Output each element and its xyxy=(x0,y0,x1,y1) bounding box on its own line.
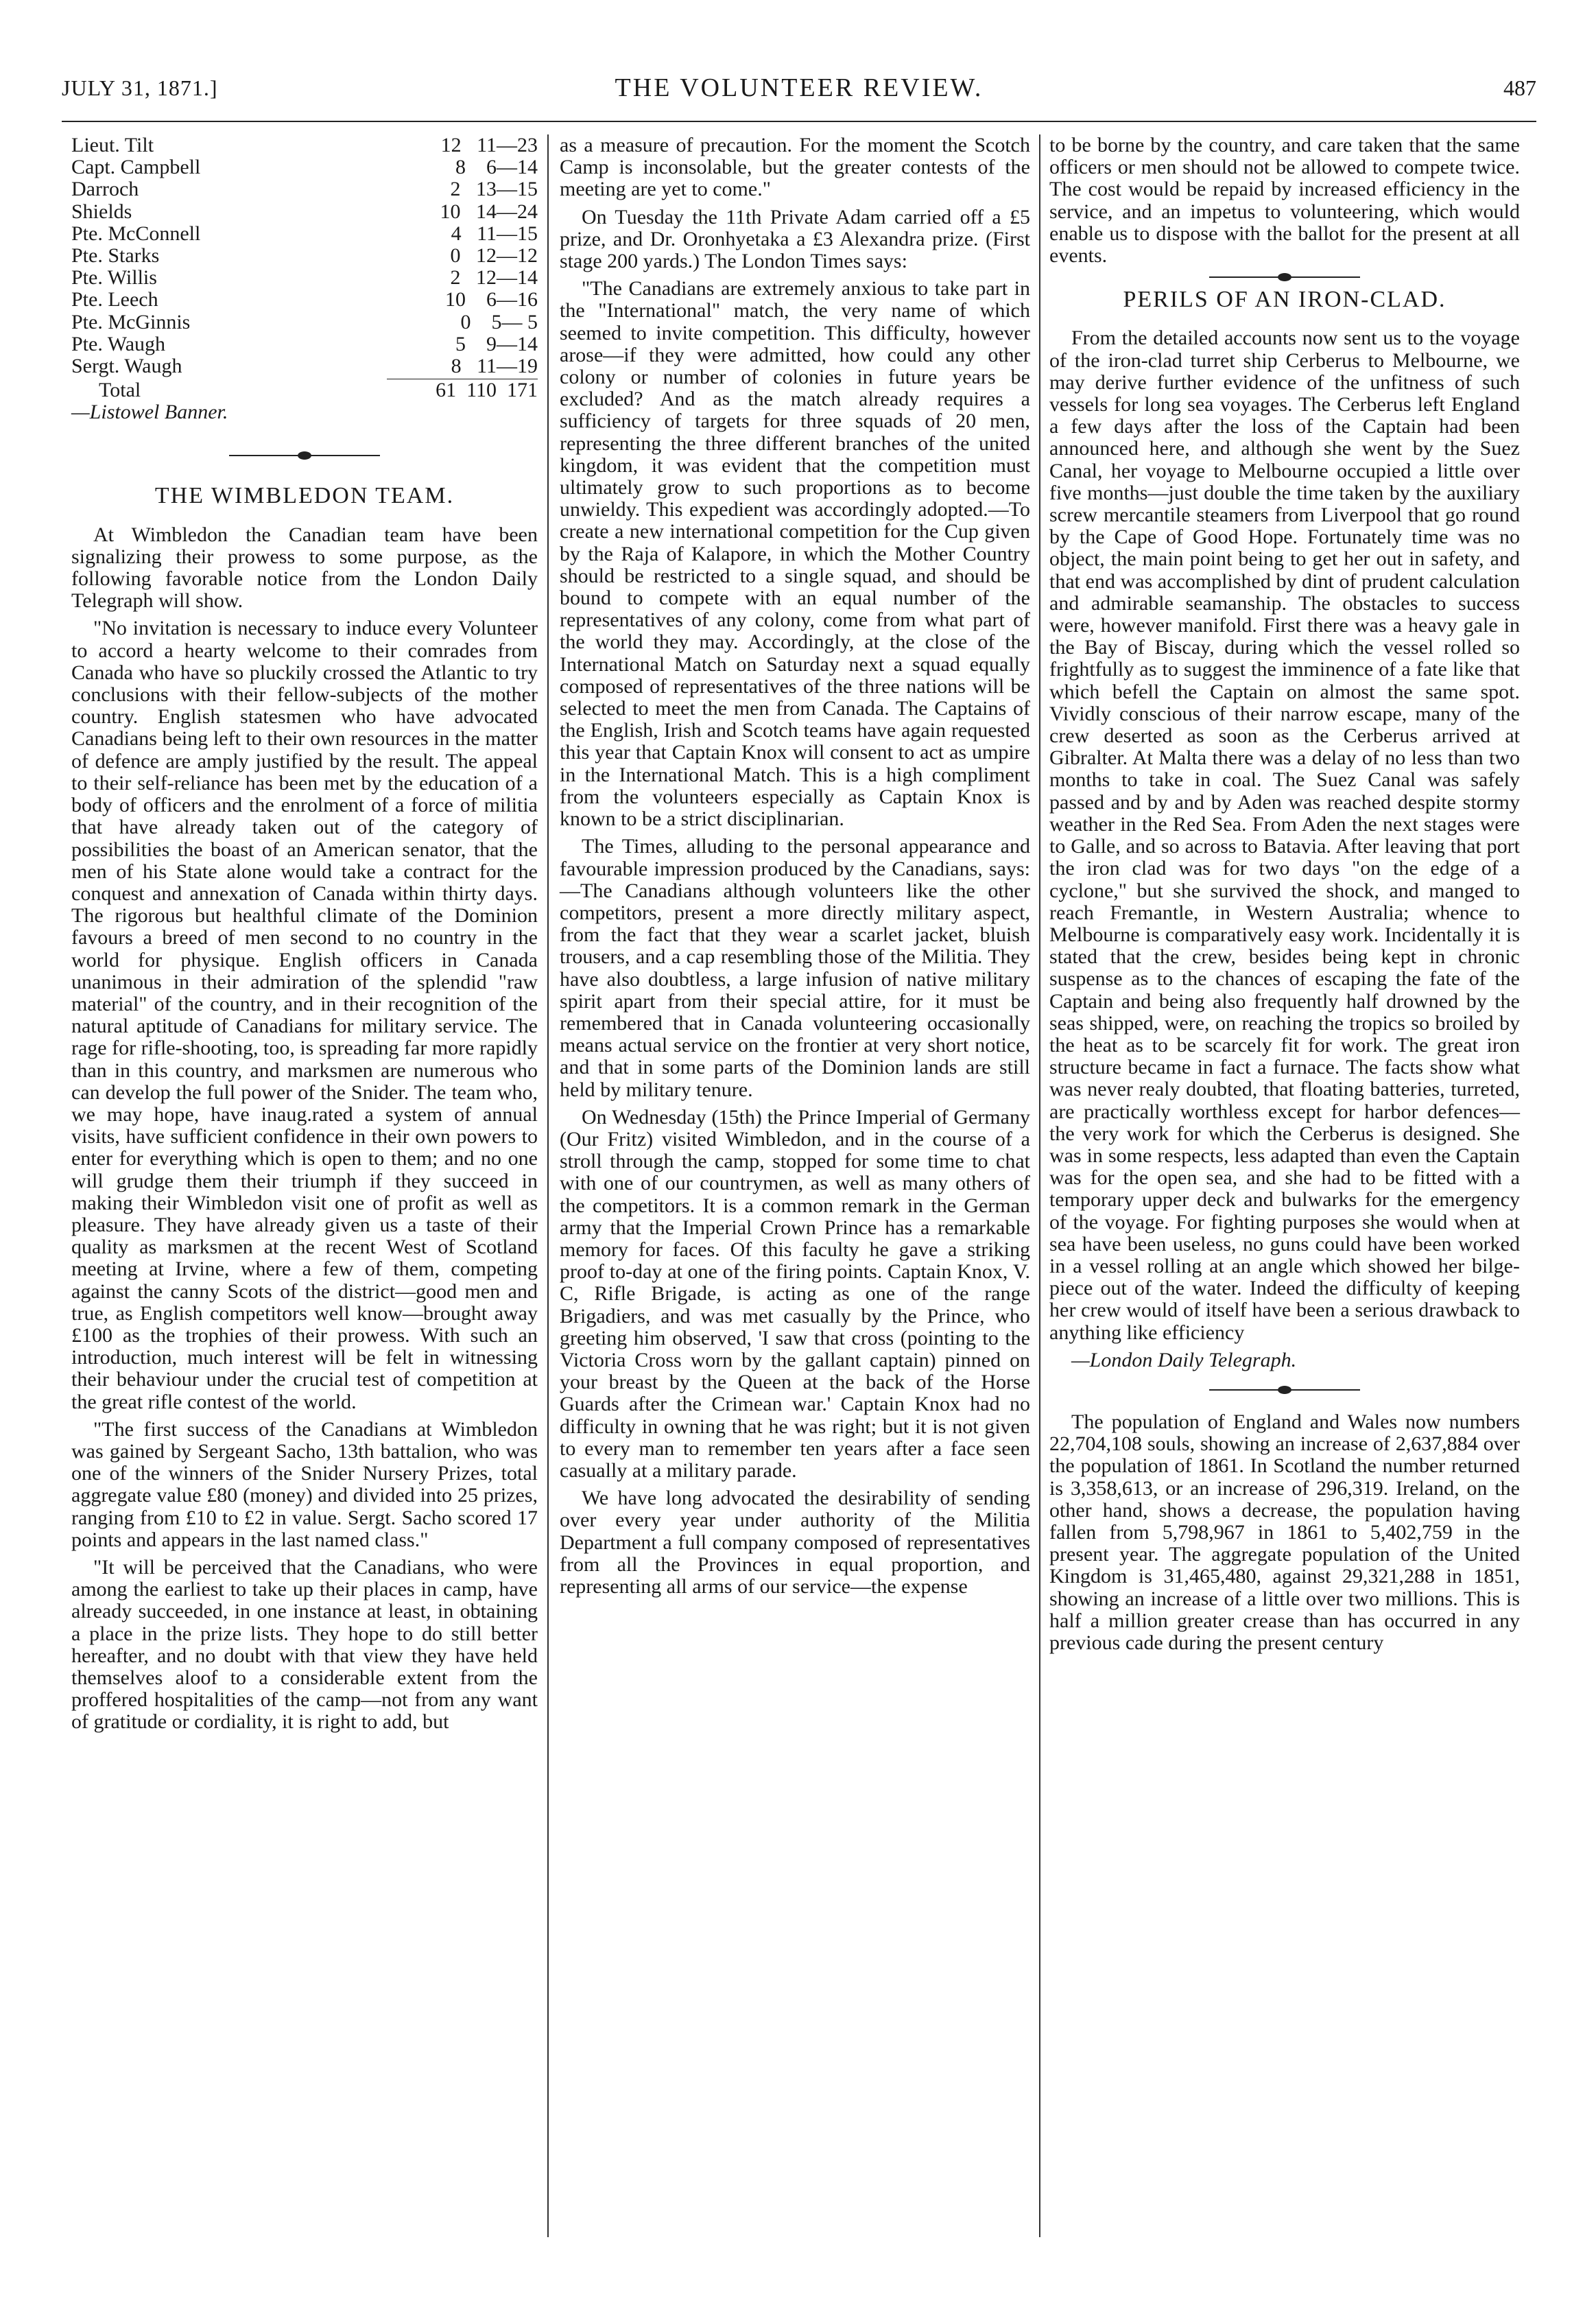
score-name: Total xyxy=(99,379,141,402)
score-row xyxy=(71,289,538,311)
page-number: 487 xyxy=(1503,75,1536,100)
issue-date: JULY 31, 1871.] xyxy=(62,75,218,100)
paragraph: "The first success of the Canadians at Wimbledon was gained by Sergeant Sacho, 13th battalion, who was one of the winners of the Snider Nursery Prizes, total aggregate value £80 (money) and divided into 25 prizes, ranging from £10 to £2 in value. Sergt. Sacho scored 17 points and appears in the last named class." xyxy=(71,1417,538,1551)
paragraph: "The Canadians are extremely anxious to take part in the "International" match, the very name of which seemed to invite competition. This difficulty, however arose—if they were admitted, how could any other colony or number of colonies in future years be excluded? And as the match already requires a sufficiency of targets for three squads of 20 men, representing the three different branches of the united kingdom, it was evident that the competition must ultimately grow to such proportions as to become unwieldy. This expedient was accordingly adopted.—To create a new international competition for the Cup given by the Raja of Kalapore, in which the Mother Country should be restricted to a single squad, and should be bound to compete with an equal number of the representatives of any colony, come from what part of the world they may. Accordingly, at the close of the International Match on Saturday next a squad equally composed of representatives of the three nations will be selected to meet the men from Canada. The Captains of the English, Irish and Scotch teams have again requested this year that Captain Knox will consent to act as umpire in the International Match. This is a high compliment from the volunteers especially as Captain Knox is known to be a strict disciplinarian. xyxy=(560,277,1030,831)
score-values: 0 5— 5 xyxy=(460,310,538,333)
score-name: Pte. Willis xyxy=(71,267,157,290)
section-ornament xyxy=(1209,272,1360,282)
paragraph: On Tuesday the 11th Private Adam carried off a £5 prize, and Dr. Oronhyetaka a £3 Alexandra prize. (First stage 200 yards.) The London Times says: xyxy=(560,205,1030,273)
score-row xyxy=(71,311,538,333)
paragraph: "It will be perceived that the Canadians, who were among the earliest to take up their places in camp, have already succeeded, in one instance at least, in obtaining a place in the prize lists. They hope to do still better hereafter, and no doubt with that view they have held themselves aloof to a considerable extent from the proffered hospitalities of the camp—not from any want of gratitude or cordiality, it is right to add, but xyxy=(71,1556,538,1734)
column-2 xyxy=(560,134,1030,1603)
score-row xyxy=(71,223,538,245)
section-ornament xyxy=(229,451,380,460)
source-credit: —Listowel Banner. xyxy=(71,401,228,424)
score-name: Pte. McConnell xyxy=(71,222,201,245)
paragraph: as a measure of precaution. For the moment the Scotch Camp is inconsolable, but the greater contests of the meeting are yet to come." xyxy=(560,134,1030,201)
column-divider xyxy=(547,134,549,2237)
score-values: 4 11—15 xyxy=(451,222,538,245)
paragraph: The Times, alluding to the personal appearance and favourable impression produced by the Canadians, says:—The Canadians although volunteers like the other competitors, present a more directly military aspect, from the fact that they wear a scarlet jacket, bluish trousers, and a cap resembling those of the Militia. They have also doubtless, a large infusion of native military spirit apart from their special attire, for it must be remembered that in Canada volunteering occasionally means actual service on the frontier at very short notice, and that in some parts of the Dominion lands are still held by military tenure. xyxy=(560,835,1030,1101)
score-name: Pte. Starks xyxy=(71,244,160,267)
score-values: 10 6—16 xyxy=(445,288,538,311)
article-heading: PERILS OF AN IRON-CLAD. xyxy=(1123,287,1446,313)
score-row xyxy=(71,134,538,156)
score-name: Pte. Leech xyxy=(71,289,158,311)
paragraph: We have long advocated the desirability of sending over every year under authority of the Militia Department a full company composed of representatives from all the Provinces in equal proportion, and representing all arms of our service—the expense xyxy=(560,1487,1030,1598)
column-3 xyxy=(1049,134,1520,1660)
score-row xyxy=(71,245,538,267)
score-values: 8 6—14 xyxy=(455,156,538,179)
score-values: 5 9—14 xyxy=(455,332,538,355)
paragraph: On Wednesday (15th) the Prince Imperial of Germany (Our Fritz) visited Wimbledon, and in the course of a stroll through the camp, stopped for some time to chat with one of our countrymen, as well as many others of the competitors. It is a common remark in the German army that the Imperial Crown Prince has a remarkable memory for faces. Of this faculty he gave a striking proof to-day at one of the firing points. Captain Knox, V. C, Rifle Brigade, is acting as one of the range Brigadiers, and was met casually by the Prince, who greeting him observed, 'I saw that cross (pointing to the Victoria Cross worn by the gallant captain) pinned on your breast by the Queen at the back of the Horse Guards after the Crimean war.' Captain Knox had no difficulty in owning that he was right; but it is not given to every man to remember ten years after a face seen casually at a military parade. xyxy=(560,1105,1030,1482)
column-divider xyxy=(1039,134,1040,2237)
page-header xyxy=(62,75,1536,117)
score-name: Darroch xyxy=(71,178,139,201)
score-name: Sergt. Waugh xyxy=(71,355,182,377)
score-name: Pte. Waugh xyxy=(71,333,166,355)
score-name: Pte. McGinnis xyxy=(71,311,191,333)
paragraph: "No invitation is necessary to induce every Volunteer to accord a hearty welcome to their comrades from Canada who have so pluckily crossed the Atlantic to try conclusions with their fellow-subjects of the mother country. English statesmen who have advocated Canadians being left to their own resources in the matter of defence are amply justified by the result. The appeal to their self-reliance has been met by the education of a body of officers and the enrolment of a force of militia that have already taken out of the category of possibilities the boast of an American senator, that the men of his State alone would take a contract for the conquest and annexation of Canada within thirty days. The rigorous but healthful climate of the Dominion favours a breed of men second to no country in the world for physique. English officers in Canada unanimous in their admiration of the splendid "raw material" of the country, and in their recognition of the natural aptitude of Canadians for military service. The rage for rifle-shooting, too, is spreading far more rapidly than in this country, and marksmen are numerous who can develop the full power of the Snider. The team who, we may hope, have inaug.rated a system of annual visits, have sufficient confidence in their own powers to enter for everything which is open to them; and no one will grudge them their triumph if they succeed in making their Wimbledon visit one of profit as well as pleasure. They have already given us a taste of their quality as marksmen at the recent West of Scotland meeting at Irvine, where a few of them, competing against the canny Scots of the district—good men and true, as English competitors well know—brought away £100 as the trophies of their prowess. With such an introduction, much interest will be felt in witnessing their behaviour under the crucial test of competition at the great rifle contest of the world. xyxy=(71,617,538,1413)
paragraph: The population of England and Wales now numbers 22,704,108 souls, showing an increase of 2,637,884 over the population of 1861. In Scotland the number returned is 3,358,613, or an increase of 296,319. Ireland, on the other hand, shows a decrease, the population having fallen from 5,798,967 in 1861 to 5,402,759 in the present year. The aggregate population of the United Kingdom is 31,465,480, against 29,321,288 in 1851, showing an increase of a little over two millions. This is half a million greater crease than has occurred in any previous cade during the present century xyxy=(1049,1410,1520,1654)
score-name: Capt. Campbell xyxy=(71,156,201,179)
score-values: 2 12—14 xyxy=(450,266,538,290)
score-row xyxy=(71,333,538,355)
score-name: Shields xyxy=(71,200,132,223)
paragraph: At Wimbledon the Canadian team have been signalizing their prowess to some purpose, as the following favorable notice from the London Daily Telegraph will show. xyxy=(71,523,538,613)
score-values: 61 110 171 xyxy=(436,379,538,402)
score-table xyxy=(71,134,538,401)
score-values: 0 12—12 xyxy=(450,244,538,267)
section-ornament xyxy=(1209,1385,1360,1395)
paragraph: to be borne by the country, and care taken that the same officers or men should not be allowed to compete twice. The cost would be repaid by increased efficiency in the service, and an impetus to volunteering, which would enable us to dispose with the ballot for the present at all events. xyxy=(1049,134,1520,268)
score-row xyxy=(71,178,538,200)
header-rule xyxy=(62,121,1536,122)
source-credit: —London Daily Telegraph. xyxy=(1071,1348,1297,1371)
score-values: 8 11—19 xyxy=(451,354,538,377)
paragraph: From the detailed accounts now sent us to the voyage of the iron-clad turret ship Cerberus to Melbourne, we may derive further evidence of the unfitness of such vessels for long sea voyages. The Cerberus left England a few days after the loss of the Captain had been announced here, and although she went by the Suez Canal, her voyage to Melbourne occupied a little over five months—just double the time taken by the auxiliary screw mercantile steamers from Liverpool that go round by the Cape of Good Hope. Fortunately time was no object, the main point being to get her out in safety, and that end was accomplished by dint of prudent calculation and admirable seamanship. The obstacles to success were, however manifold. First there was a heavy gale in the Bay of Biscay, during which the vessel rolled so frightfully as to suggest the imminence of a fate like that which befell the Captain on almost the same spot. Vividly conscious of their narrow escape, many of the crew deserted as soon as the Cerberus arrived at Gibralter. At Malta there was a delay of no less than two months to take in coal. The Suez Canal was safely passed and by and by Aden was reached despite stormy weather in the Red Sea. From Aden the next stages were to Galle, and so across to Batavia. After leaving that port the iron clad was for two days "on the edge of a cyclone," but she survived the shock, and manged to reach Fremantle, in Western Australia; whence to Melbourne is comparatively easy work. Incidentally it is stated that the crew, besides being kept in chronic suspense as to the chances of escaping the fate of the Captain and being also frequently half drowned by the seas shipped, were, on reaching the tropics so broiled by the heat as to be scarcely fit for work. The great iron structure became in fact a furnace. The facts show what was never realy doubted, that floating batteries, turreted, are practically worthless except for harbor defences—the very work for which the Cerberus is designed. She was in some respects, less adapted than even the Captain was for the open sea, and she had to be fitted with a temporary upper deck and bulwarks for the emergency of the voyage. For fighting purposes she would when at sea have been useless, no guns could have been worked in a vessel rolling at an angle which showed her bilge-piece out of the water. Indeed the difficulty of keeping her crew would of itself have been a serious drawback to anything like efficiency xyxy=(1049,327,1520,1344)
score-total-row xyxy=(71,379,538,401)
score-values: 2 13—15 xyxy=(450,178,538,201)
score-row xyxy=(71,201,538,223)
column-1 xyxy=(71,134,538,1739)
score-values: 12 11—23 xyxy=(440,134,538,156)
score-row xyxy=(71,267,538,289)
score-name: Lieut. Tilt xyxy=(71,134,154,156)
score-row xyxy=(71,355,538,377)
score-values: 10 14—24 xyxy=(440,200,538,223)
score-row xyxy=(71,156,538,178)
article-heading: THE WIMBLEDON TEAM. xyxy=(154,483,455,509)
publication-title: THE VOLUNTEER REVIEW. xyxy=(615,73,984,102)
